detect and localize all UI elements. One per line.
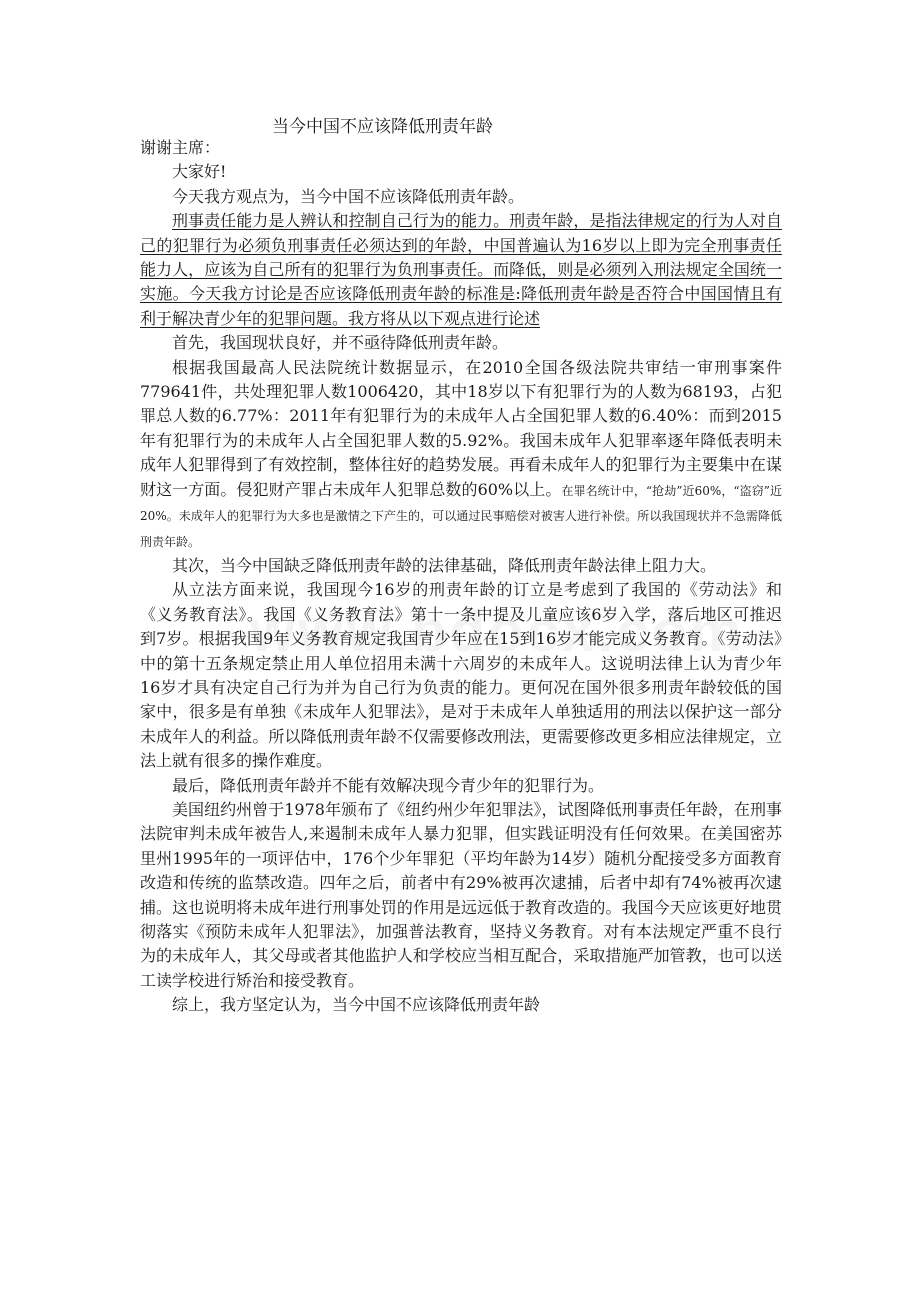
point2-paragraph: 从立法方面来说，我国现今16岁的刑责年龄的订立是考虑到了我国的《劳动法》和《义务教育法》。我国《义务教育法》第十一条中提及儿童应该6岁入学，落后地区可推迟到7岁。根据我国9年义务教育规定我国青少年应在15到16岁才能完成义务教育。《劳动法》中的第十五条规定禁止用人单位招用未满十六周岁的未成年人。这说明法律上认为青少年16岁才具有决定自己行为并为自己行为负责的能力。更何况在国外很多刑责年龄较低的国家中，很多是有单独《未成年人犯罪法》，是对于未成年人单独适用的刑法以保护这一部分未成年人的利益。所以降低刑责年龄不仅需要修改刑法，更需要修改更多相应法律规定，立法上就有很多的操作难度。 <box>140 580 782 771</box>
point3-heading: 最后，降低刑责年龄并不能有效解决现今青少年的犯罪行为。 <box>172 775 605 795</box>
definition-paragraph <box>140 209 782 331</box>
document-body <box>140 136 782 1018</box>
point3-paragraph: 美国纽约州曾于1978年颁布了《纽约州少年犯罪法》，试图降低刑事责任年龄，在刑事法院审判未成年被告人,来遏制未成年人暴力犯罪，但实践证明没有任何效果。在美国密苏里州1995年的一项评估中，176个少年罪犯（平均年龄为14岁）随机分配接受多方面教育改造和传统的监禁改造。四年之后，前者中有29%被再次逮捕，后者中却有74%被再次逮捕。这也说明将未成年进行刑事处罚的作用是远远低于教育改造的。我国今天应该更好地贯彻落实《预防未成年人犯罪法》，加强普法教育，坚持义务教育。对有本法规定严重不良行为的未成年人，其父母或者其他监护人和学校应当相互配合，采取措施严加管教，也可以送工读学校进行矫治和接受教育。 <box>140 799 782 990</box>
definition-underlined-text: 刑事责任能力是人辨认和控制自己行为的能力。刑责年龄，是指法律规定的行为人对自己的犯罪行为必须负刑事责任必须达到的年龄，中国普遍认为16岁以上即为完全刑事责任能力人，应该为自己所有的犯罪行为负刑事责任。而降低，则是必须列入刑法规定全国统一实施。今天我方讨论是否应该降低刑责年龄的标准是:降低刑责年龄是否符合中国国情且有利于解决青少年的犯罪问题。我方将从以下观点进行论述 <box>140 211 782 328</box>
point1-small-text: 在罪名统计中，“抢劫”近60%，“盗窃”近20%。未成年人的犯罪行为大多也是激情之下产生的，可以通过民事赔偿对被害人进行补偿。所以我国现状并不急需降低刑责年龄。 <box>140 483 782 549</box>
point1-heading: 首先，我国现状良好，并不亟待降低刑责年龄。 <box>172 333 509 353</box>
point2-heading: 其次，当今中国缺乏降低刑责年龄的法律基础，降低刑责年龄法律上阻力大。 <box>172 555 717 575</box>
viewpoint-paragraph: 今天我方观点为，当今中国不应该降低刑责年龄。 <box>172 186 525 206</box>
point1-main-text: 根据我国最高人民法院统计数据显示，在2010全国各级法院共审结一审刑事案件779641件，共处理犯罪人数1006420，其中18岁以下有犯罪行为的人数为68193，占犯罪总人数的6.77%：2011年有犯罪行为的未成年人占全国犯罪人数的6.40%：而到2015年有犯罪行为的未成年人占全国犯罪人数的5.92%。我国未成年人犯罪率逐年降低表明未成年人犯罪得到了有效控制，整体往好的趋势发展。再看未成年人的犯罪行为主要集中在谋财这一方面。侵犯财产罪占未成年人犯罪总数的60%以上。 <box>140 357 782 499</box>
document-title: 当今中国不应该降低刑责年龄 <box>272 117 493 137</box>
greeting: 大家好! <box>172 162 227 182</box>
conclusion-paragraph: 综上，我方坚定认为，当今中国不应该降低刑责年龄 <box>172 995 541 1015</box>
point1-paragraph <box>140 356 782 554</box>
salutation: 谢谢主席： <box>140 138 221 157</box>
